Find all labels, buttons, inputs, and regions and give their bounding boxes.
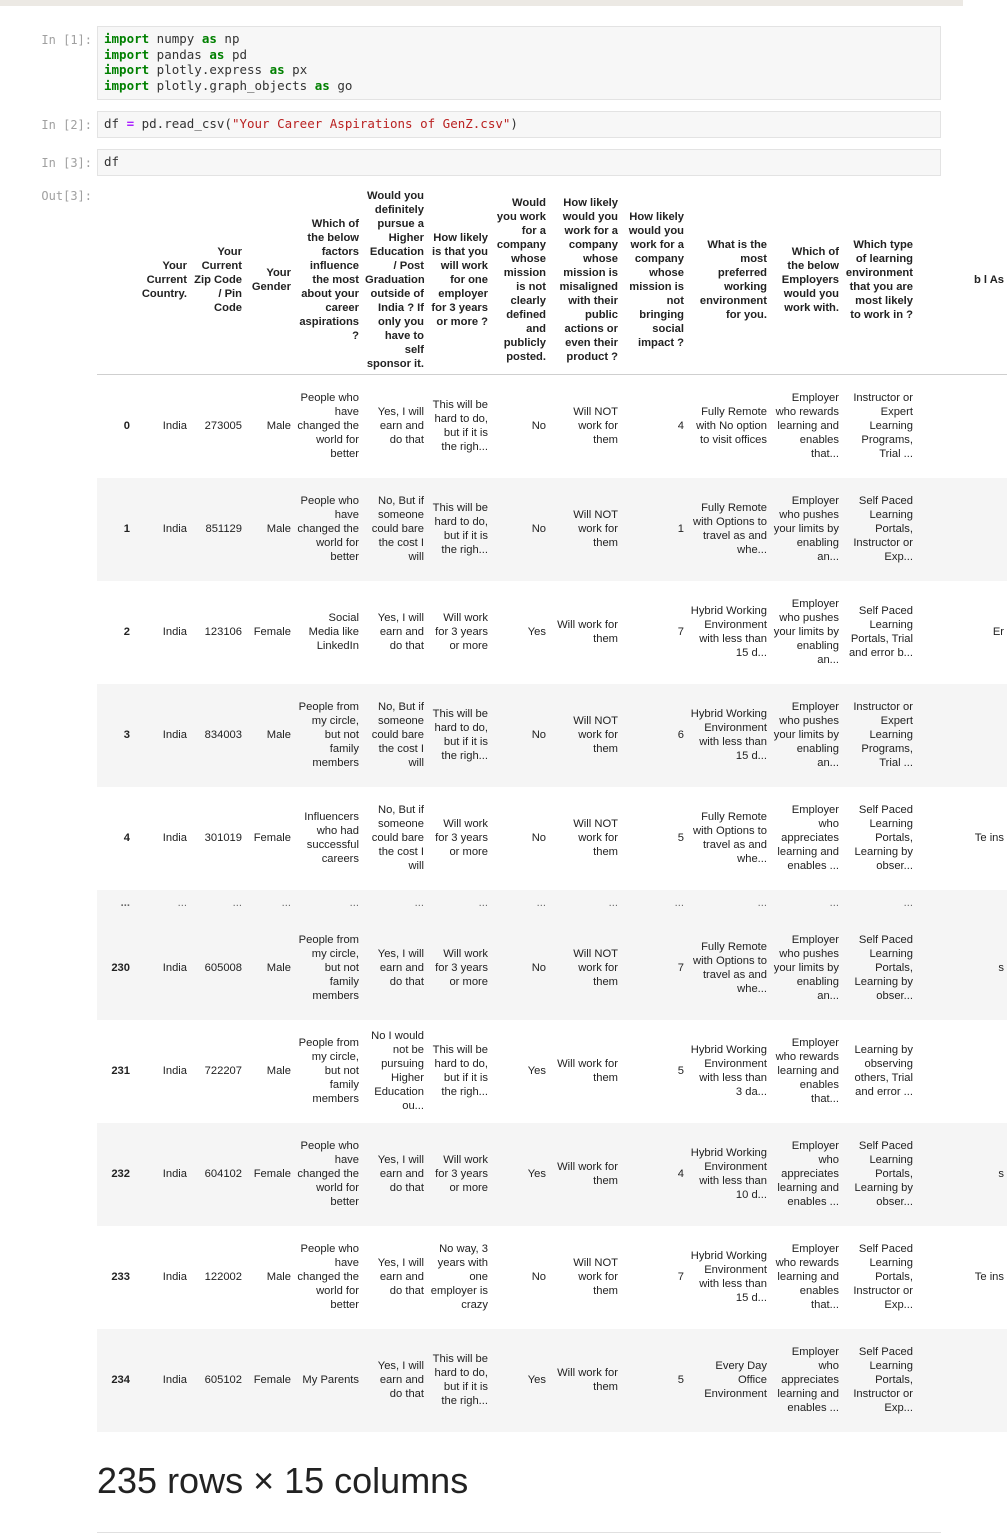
table-cell: Self Paced Learning Portals, Trial and error b... — [848, 605, 913, 659]
row-index: 230 — [111, 962, 130, 974]
table-cell: Every Day Office Environment — [704, 1360, 767, 1400]
row-index: 234 — [111, 1374, 130, 1386]
table-cell: ... — [757, 897, 767, 909]
table-cell: Will work for 3 years or more — [435, 612, 488, 652]
code-input[interactable]: df — [97, 149, 941, 176]
table-cell: 5 — [677, 832, 684, 844]
table-cell: India — [162, 729, 187, 741]
table-cell: Yes — [527, 1168, 546, 1180]
table-cell: Fully Remote with Options to travel as and whe... — [693, 811, 767, 865]
table-cell: 273005 — [204, 420, 242, 433]
table-cell: No I would not be pursuing Higher Education ou... — [371, 1030, 424, 1112]
table-cell: 4 — [677, 420, 684, 433]
table-cell — [916, 1020, 1007, 1123]
table-cell — [916, 375, 1007, 478]
table-cell: Fully Remote with Options to travel as and whe... — [693, 502, 767, 556]
table-cell: Self Paced Learning Portals, Instructor or Exp... — [853, 495, 913, 563]
table-cell: 7 — [677, 1271, 684, 1283]
row-index: 0 — [123, 420, 130, 433]
table-cell: 301019 — [204, 832, 242, 844]
table-cell: No — [531, 523, 546, 535]
table-cell: s — [998, 962, 1004, 974]
table-cell: India — [162, 962, 187, 974]
table-cell: Self Paced Learning Portals, Learning by obser... — [854, 934, 913, 1002]
table-cell: Hybrid Working Environment with less than 15 d... — [690, 708, 767, 762]
index-header — [97, 186, 133, 375]
code-input[interactable]: import numpy as np import pandas as pd import plotly.express as px import plotly.graph_objects as go — [97, 26, 941, 100]
table-cell: Will NOT work for them — [573, 948, 618, 988]
table-cell: My Parents — [302, 1374, 359, 1386]
table-cell: India — [162, 420, 187, 433]
row-index: 232 — [111, 1168, 130, 1180]
table-cell: Fully Remote with Options to travel as and whe... — [693, 941, 767, 995]
table-cell — [916, 684, 1007, 787]
table-row — [97, 1123, 1007, 1226]
table-cell: Yes — [527, 626, 546, 638]
table-cell: Will work for them — [557, 619, 618, 645]
column-header: How likely would you work for a company whose mission is not bringing social impact ? — [621, 186, 687, 375]
table-cell: This will be hard to do, but if it is the righ... — [432, 1044, 488, 1098]
table-cell: People from my circle, but not family members — [298, 701, 359, 769]
table-cell: This will be hard to do, but if it is the righ... — [432, 399, 488, 454]
table-cell: Yes — [527, 1065, 546, 1077]
table-body — [97, 375, 1007, 1432]
table-cell: No way, 3 years with one employer is crazy — [430, 1243, 488, 1311]
table-cell: 605102 — [204, 1374, 242, 1386]
table-cell: No — [531, 832, 546, 844]
table-cell: Yes, I will earn and do that — [377, 406, 424, 447]
table-row — [97, 478, 1007, 581]
table-cell — [916, 1329, 1007, 1432]
table-cell: Employer who appreciates learning and enables ... — [777, 804, 839, 872]
table-cell: Employer who rewards learning and enables that... — [775, 392, 839, 461]
table-cell: India — [162, 626, 187, 638]
column-header: Your Gender — [245, 186, 294, 375]
table-row — [97, 1226, 1007, 1329]
row-index: 3 — [123, 729, 130, 741]
cell-divider — [97, 1532, 941, 1533]
table-row — [97, 375, 1007, 478]
column-header: b l As — [916, 186, 1007, 375]
table-cell: No — [531, 420, 546, 433]
table-cell: 605008 — [204, 962, 242, 974]
table-cell: People who have changed the world for better — [297, 495, 359, 563]
table-cell: India — [162, 1065, 187, 1077]
table-row — [97, 917, 1007, 1020]
table-cell — [916, 478, 1007, 581]
table-cell: Male — [266, 420, 291, 433]
table-cell: Will work for 3 years or more — [435, 1154, 488, 1194]
table-cell: Will work for them — [557, 1058, 618, 1084]
table-row — [97, 684, 1007, 787]
table-cell: India — [162, 523, 187, 535]
dataframe-shape-summary: 235 rows × 15 columns — [97, 1460, 469, 1501]
table-cell: ... — [536, 897, 546, 909]
table-cell: Te ins — [974, 1271, 1004, 1283]
table-cell: India — [162, 1168, 187, 1180]
table-cell: This will be hard to do, but if it is the righ... — [432, 708, 488, 762]
column-header: Would you definitely pursue a Higher Education / Post Graduation outside of India ? If only you have to self sponsor it. — [362, 186, 427, 375]
row-index: 1 — [123, 523, 130, 535]
table-cell: People who have changed the world for better — [297, 392, 359, 461]
table-cell: Yes, I will earn and do that — [377, 612, 424, 652]
column-header: How likely is that you will work for one employer for 3 years or more ? — [427, 186, 491, 375]
table-cell: Male — [266, 962, 291, 974]
table-cell: Male — [266, 729, 291, 741]
table-cell: Will work for them — [557, 1367, 618, 1393]
table-cell: Will NOT work for them — [573, 818, 618, 858]
table-cell — [916, 890, 1007, 917]
table-cell: India — [162, 832, 187, 844]
table-cell: Yes, I will earn and do that — [377, 1360, 424, 1400]
table-cell: Will NOT work for them — [573, 715, 618, 755]
table-cell: No — [531, 1271, 546, 1283]
table-cell: People who have changed the world for better — [297, 1243, 359, 1311]
dataframe-output[interactable] — [97, 186, 1004, 1431]
table-cell: Male — [266, 1271, 291, 1283]
table-cell: 123106 — [204, 626, 242, 638]
table-cell: People who have changed the world for better — [297, 1140, 359, 1208]
table-header — [97, 186, 1007, 375]
table-cell: ... — [232, 897, 242, 909]
row-index: 231 — [111, 1065, 130, 1077]
table-cell: Hybrid Working Environment with less than 10 d... — [690, 1147, 767, 1201]
table-cell: ... — [608, 897, 618, 909]
input-prompt: In [2]: — [41, 118, 92, 132]
table-cell: 722207 — [204, 1065, 242, 1077]
table-cell: Self Paced Learning Portals, Learning by obser... — [854, 804, 913, 872]
table-cell: 604102 — [204, 1168, 242, 1180]
table-cell: ... — [177, 897, 187, 909]
input-prompt: In [3]: — [41, 156, 92, 170]
table-cell: Will NOT work for them — [573, 406, 618, 447]
table-cell: Employer who pushes your limits by enabling an... — [773, 701, 839, 769]
table-row — [97, 787, 1007, 890]
table-cell: ... — [349, 897, 359, 909]
table-cell: 5 — [677, 1374, 684, 1386]
output-prompt: Out[3]: — [41, 189, 92, 203]
input-prompt: In [1]: — [41, 33, 92, 47]
table-cell: ... — [829, 897, 839, 909]
table-cell: Self Paced Learning Portals, Learning by obser... — [854, 1140, 913, 1208]
ellipsis-row — [97, 890, 1007, 917]
table-cell: Self Paced Learning Portals, Instructor or Exp... — [853, 1346, 913, 1414]
row-index: 4 — [123, 832, 130, 844]
table-cell: ... — [281, 897, 291, 909]
table-cell: This will be hard to do, but if it is the righ... — [432, 1353, 488, 1407]
table-row — [97, 1020, 1007, 1123]
row-index: 233 — [111, 1271, 130, 1283]
table-cell: No, But if someone could bare the cost I will — [371, 701, 424, 769]
table-cell: India — [162, 1271, 187, 1283]
table-cell: 6 — [677, 729, 684, 741]
column-header: How likely would you work for a company whose mission is misaligned with their public actions or even their product ? — [549, 186, 621, 375]
table-cell: Will NOT work for them — [573, 1257, 618, 1297]
table-cell: Yes, I will earn and do that — [377, 948, 424, 988]
table-cell: 7 — [677, 626, 684, 638]
table-cell: This will be hard to do, but if it is the righ... — [432, 502, 488, 556]
table-cell: India — [162, 1374, 187, 1386]
row-index: 2 — [123, 626, 130, 638]
table-cell: s — [998, 1168, 1004, 1180]
table-cell: ... — [478, 897, 488, 909]
table-cell: 1 — [677, 523, 684, 535]
table-cell: Hybrid Working Environment with less than 3 da... — [690, 1044, 767, 1098]
column-header: Would you work for a company whose mission is not clearly defined and publicly posted. — [491, 186, 549, 375]
table-cell: Employer who rewards learning and enables that... — [775, 1243, 839, 1311]
column-header: What is the most preferred working environment for you. — [687, 186, 770, 375]
table-cell: Instructor or Expert Learning Programs, Trial ... — [853, 392, 913, 461]
table-cell: Will work for 3 years or more — [435, 818, 488, 858]
table-row — [97, 581, 1007, 684]
table-cell: No, But if someone could bare the cost I will — [371, 804, 424, 872]
table-cell: Female — [253, 832, 291, 844]
table-cell: Employer who pushes your limits by enabling an... — [773, 495, 839, 563]
table-cell: No, But if someone could bare the cost I will — [371, 495, 424, 563]
table-cell: Will NOT work for them — [573, 509, 618, 549]
table-cell: ... — [414, 897, 424, 909]
column-header: Which of the below factors influence the most about your career aspirations ? — [294, 186, 362, 375]
table-cell: Yes, I will earn and do that — [377, 1154, 424, 1194]
table-row — [97, 1329, 1007, 1432]
table-cell: People from my circle, but not family members — [298, 934, 359, 1002]
column-header: Your Current Zip Code / Pin Code — [190, 186, 245, 375]
row-index: ... — [120, 897, 130, 909]
table-cell: Yes, I will earn and do that — [377, 1257, 424, 1297]
table-cell: People from my circle, but not family members — [298, 1037, 359, 1105]
table-cell: 851129 — [205, 523, 242, 535]
code-input[interactable]: df = pd.read_csv("Your Career Aspirations of GenZ.csv") — [97, 111, 941, 138]
table-cell: Will work for 3 years or more — [435, 948, 488, 988]
table-cell: No — [531, 729, 546, 741]
table-cell: No — [531, 962, 546, 974]
table-cell: 834003 — [204, 729, 242, 741]
table-cell: 122002 — [204, 1271, 242, 1283]
table-cell: ... — [903, 897, 913, 909]
table-cell: 5 — [677, 1065, 684, 1077]
table-cell: Er — [992, 626, 1004, 638]
notebook-top-border — [0, 0, 963, 6]
dataframe-table — [97, 186, 1007, 1432]
table-cell: Female — [253, 1168, 291, 1180]
table-cell: Hybrid Working Environment with less than 15 d... — [690, 605, 767, 659]
table-cell: Employer who appreciates learning and enables ... — [777, 1346, 839, 1414]
table-cell: Social Media like LinkedIn — [308, 612, 359, 652]
table-cell: Employer who pushes your limits by enabling an... — [773, 598, 839, 666]
table-cell: Influencers who had successful careers — [304, 811, 359, 865]
table-cell: Will work for them — [557, 1161, 618, 1187]
table-cell: Self Paced Learning Portals, Instructor or Exp... — [853, 1243, 913, 1311]
table-cell: Employer who pushes your limits by enabling an... — [773, 934, 839, 1002]
table-cell: Employer who rewards learning and enables that... — [775, 1037, 839, 1105]
table-cell: 7 — [677, 962, 684, 974]
table-cell: Fully Remote with No option to visit offices — [696, 406, 767, 447]
table-cell: ... — [674, 897, 684, 909]
column-header: Which type of learning environment that you are most likely to work in ? — [842, 186, 916, 375]
column-header: Which of the below Employers would you work with. — [770, 186, 842, 375]
table-cell: Female — [253, 626, 291, 638]
table-cell: Employer who appreciates learning and enables ... — [777, 1140, 839, 1208]
table-cell: Hybrid Working Environment with less than 15 d... — [690, 1250, 767, 1304]
table-cell: Male — [266, 1065, 291, 1077]
table-cell: Female — [253, 1374, 291, 1386]
table-cell: 4 — [677, 1168, 684, 1180]
table-cell: Te ins — [974, 832, 1004, 844]
table-cell: Male — [266, 523, 291, 535]
column-header: Your Current Country. — [133, 186, 190, 375]
table-cell: Yes — [527, 1374, 546, 1386]
table-cell: Learning by observing others, Trial and error ... — [854, 1044, 913, 1098]
table-cell: Instructor or Expert Learning Programs, Trial ... — [853, 701, 913, 769]
